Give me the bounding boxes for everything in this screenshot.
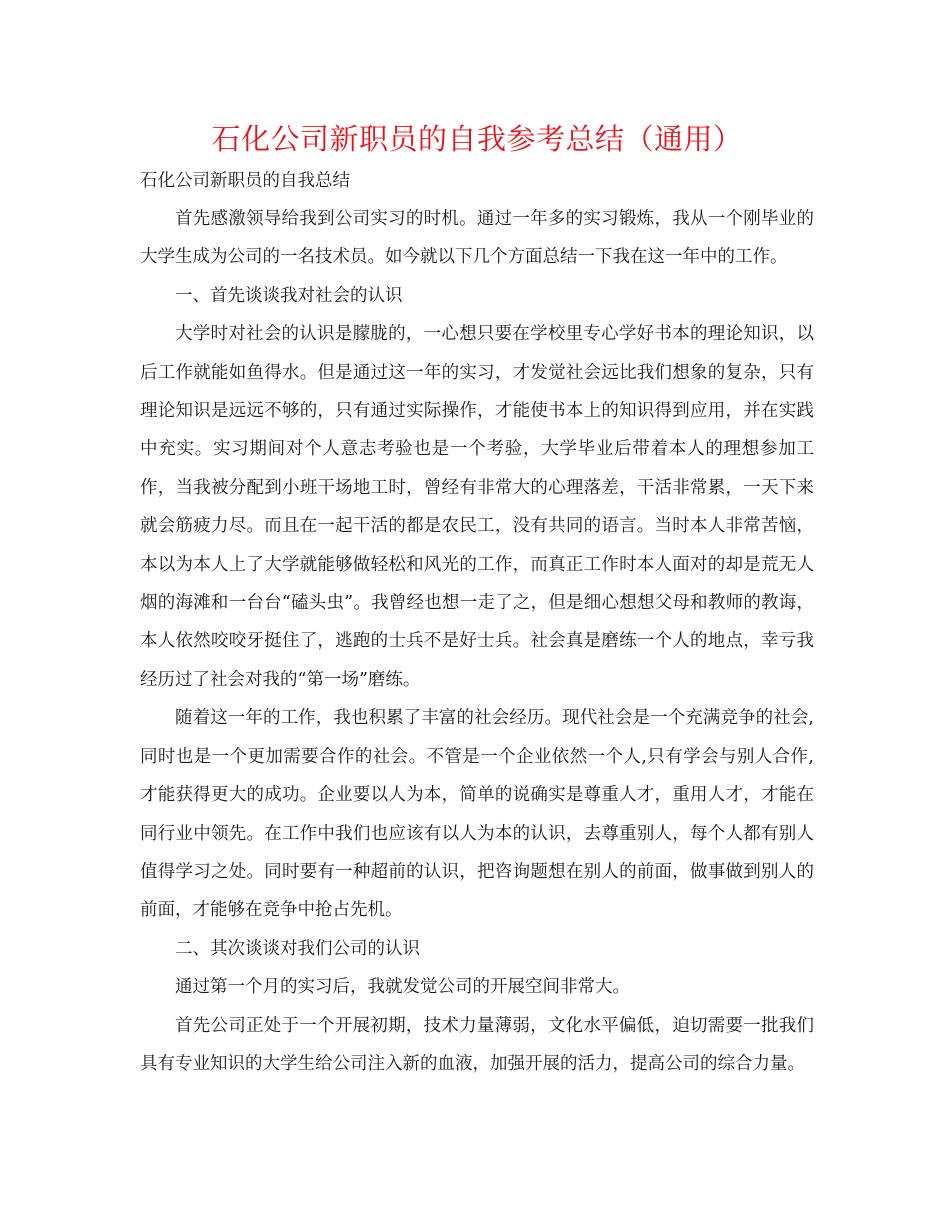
paragraph-competition-cooperation: 随着这一年的工作，我也积累了丰富的社会经历。现代社会是一个充满竞争的社会,同时也是一个更加需要合作的社会。不管是一个企业依然一个人,只有学会与别人合作,才能获得更大的成功。企业要以人为本，简单的说确实是尊重人才，重用人才，才能在同行业中领先。在工作中我们也应该有以人为本的认识，去尊重别人，每个人都有别人值得学习之处。同时要有一种超前的认识，把咨询题想在别人的前面，做事做到别人的前面，才能够在竞争中抢占先机。: [140, 708, 814, 921]
section-heading-society: 一、首先谈谈我对社会的认识: [175, 285, 403, 306]
paragraph-company-space: 通过第一个月的实习后，我就发觉公司的开展空间非常大。: [175, 977, 630, 998]
paragraph-company-stage: 首先公司正处于一个开展初期，技术力量薄弱，文化水平偏低，迫切需要一批我们具有专业知识的大学生给公司注入新的血液，加强开展的活力，提高公司的综合力量。: [140, 1015, 814, 1074]
document-subtitle: 石化公司新职员的自我总结: [140, 171, 350, 191]
document-page: [140, 118, 814, 1083]
section-heading-company: 二、其次谈谈对我们公司的认识: [175, 938, 420, 959]
paragraph-intro: 首先感激领导给我到公司实习的时机。通过一年多的实习锻炼，我从一个刚毕业的大学生成为公司的一名技术员。如今就以下几个方面总结一下我在这一年中的工作。: [140, 209, 814, 268]
paragraph-society-understanding: 大学时对社会的认识是朦胧的，一心想只要在学校里专心学好书本的理论知识，以后工作就能如鱼得水。但是通过这一年的实习，才发觉社会远比我们想象的复杂，只有理论知识是远远不够的，只有通过实际操作，才能使书本上的知识得到应用，并在实践中充实。实习期间对个人意志考验也是一个考验，大学毕业后带着本人的理想参加工作，当我被分配到小班干场地工时，曾经有非常大的心理落差，干活非常累，一天下来就会筋疲力尽。而且在一起干活的都是农民工，没有共同的语言。当时本人非常苦恼，本以为本人上了大学就能够做轻松和风光的工作，而真正工作时本人面对的却是荒无人烟的海滩和一台台“磕头虫”。我曾经也想一走了之，但是细心想想父母和教师的教诲，本人依然咬咬牙挺住了，逃跑的士兵不是好士兵。社会真是磨练一个人的地点，幸亏我经历过了社会对我的“第一场”磨练。: [140, 324, 814, 690]
document-title: 石化公司新职员的自我参考总结（通用）: [211, 122, 743, 156]
